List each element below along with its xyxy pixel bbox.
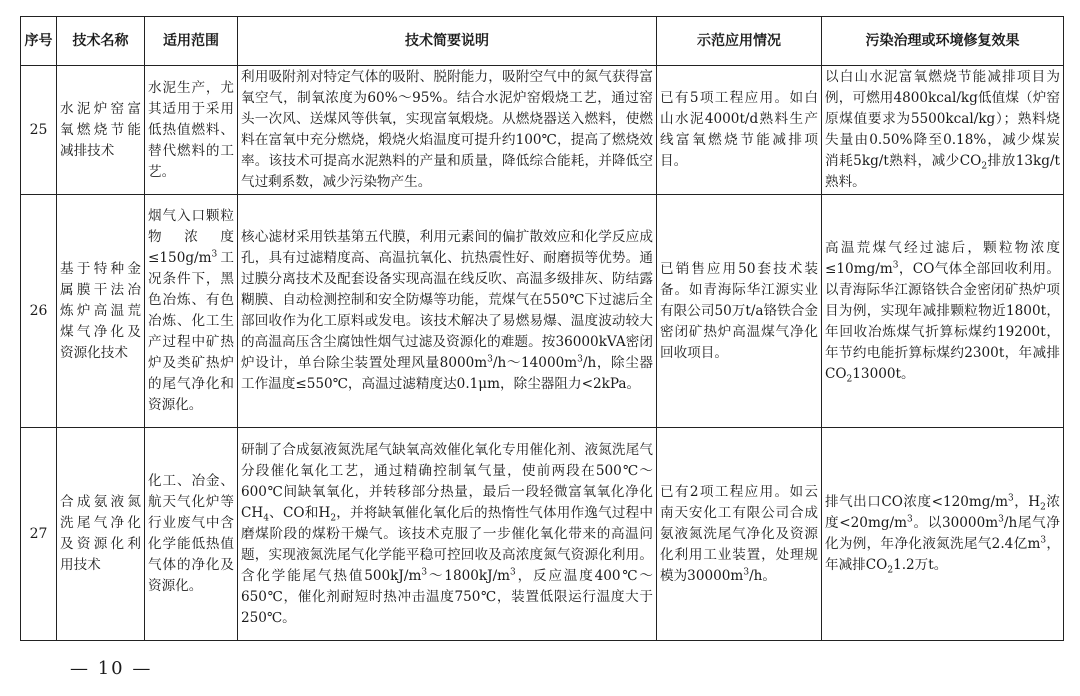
header-scope: 适用范围 bbox=[145, 17, 238, 66]
row-effect: 排气出口CO浓度$<120mg/m^3$，$H_2$浓度$<20mg/m^3$。以$30000m^3/h$尾气净化为例，年净化液氮洗尾气2.4亿$m^3$，年减排$CO_21.2$万t。 bbox=[822, 428, 1064, 641]
row-effect: 以白山水泥富氧燃烧节能减排项目为例，可燃用4800kcal/kg低值煤（炉窑原煤值要求为5500kcal/kg）；熟料烧失量由0.50%降至0.18%，减少煤炭消耗5kg/t熟料，减少$CO_2$排放13kg/t熟料。 bbox=[822, 66, 1064, 195]
page-number: — 10 — bbox=[70, 658, 153, 679]
row-demo: 已销售应用50套技术装备。如青海际华江源实业有限公司50万t/a铬铁合金密闭矿热炉高温煤气净化回收项目。 bbox=[657, 195, 822, 428]
header-demo: 示范应用情况 bbox=[657, 17, 822, 66]
row-desc: 研制了合成氨液氮洗尾气缺氧高效催化氧化专用催化剂、液氮洗尾气分段催化氧化工艺，通过精确控制氧气量，使前两段在500℃～600℃间缺氧氧化，并转移部分热量，最后一段轻微富氧氧化净化$CH_4$、CO和$H_2$，并将缺氧催化氧化后的热惰性气体用作逸气过程中磨煤阶段的煤粉干燥气。该技术克服了一步催化氧化带来的高温问题，实现液氮洗尾气化学能平稳可控回收及高浓度氮气资源化利用。含化学能尾气热值$500kJ/m^3\sim 1800kJ/m^3$，反应温度400℃～650℃，催化剂耐短时热冲击温度750℃，装置低限运行温度大于250℃。 bbox=[238, 428, 657, 641]
header-seq: 序号 bbox=[21, 17, 57, 66]
row-seq: 27 bbox=[21, 428, 57, 641]
technology-table bbox=[20, 16, 1064, 641]
row-scope: 水泥生产，尤其适用于采用低热值燃料、替代燃料的工艺。 bbox=[145, 66, 238, 195]
table-header-row bbox=[21, 17, 1064, 66]
header-desc: 技术简要说明 bbox=[238, 17, 657, 66]
row-demo: 已有5项工程应用。如白山水泥4000t/d熟料生产线富氧燃烧节能减排项目。 bbox=[657, 66, 822, 195]
row-scope: 烟气入口颗粒物浓度$\le 150g/m^3$工况条件下，黑色冶炼、有色冶炼、化工生产过程中矿热炉及类矿热炉的尾气净化和资源化。 bbox=[145, 195, 238, 428]
header-name: 技术名称 bbox=[57, 17, 145, 66]
row-scope: 化工、冶金、航天气化炉等行业废气中含化学能低热值气体的净化及资源化。 bbox=[145, 428, 238, 641]
row-effect: 高温荒煤气经过滤后，颗粒物浓度$\le 10mg/m^3$，CO气体全部回收利用。以青海际华江源铬铁合金密闭矿热炉项目为例，实现年减排颗粒物近1800t，年回收冶炼煤气折算标煤约19200t，年节约电能折算标煤约2300t，年减排$CO_213000t$。 bbox=[822, 195, 1064, 428]
row-name: 水泥炉窑富氧燃烧节能减排技术 bbox=[57, 66, 145, 195]
row-seq: 26 bbox=[21, 195, 57, 428]
table-row bbox=[21, 66, 1064, 195]
header-effect: 污染治理或环境修复效果 bbox=[822, 17, 1064, 66]
row-name: 基于特种金属膜干法冶炼炉高温荒煤气净化及资源化技术 bbox=[57, 195, 145, 428]
row-seq: 25 bbox=[21, 66, 57, 195]
row-name: 合成氨液氮洗尾气净化及资源化利用技术 bbox=[57, 428, 145, 641]
row-demo: 已有2项工程应用。如云南天安化工有限公司合成氨液氮洗尾气净化及资源化利用工业装置，处理规模为$30000m^3/h$。 bbox=[657, 428, 822, 641]
table-row bbox=[21, 428, 1064, 641]
row-desc: 核心滤材采用铁基第五代膜，利用元素间的偏扩散效应和化学反应成孔，具有过滤精度高、高温抗氧化、抗热震性好、耐磨损等优势。通过膜分离技术及配套设备实现高温在线反吹、高温多级排灰、防结露糊膜、自动检测控制和安全防爆等功能，荒煤气在550℃下过滤后全部回收作为化工原料或发电。该技术解决了易燃易爆、温度波动较大的高温高压含尘腐蚀性烟气过滤及资源化的难题。按36000kVA密闭炉设计，单台除尘装置处理风量$8000m^3/h\sim 14000m^3/h$，除尘器工作温度≤550℃，高温过滤精度达0.1μm，除尘器阻力<2kPa。 bbox=[238, 195, 657, 428]
row-desc: 利用吸附剂对特定气体的吸附、脱附能力，吸附空气中的氮气获得富氧空气，制氧浓度为60%～95%。结合水泥炉窑煅烧工艺，通过窑头一次风、送煤风等供氧，实现富氧煅烧。从燃烧器送入燃料，使燃料在富氧中充分燃烧，煅烧火焰温度可提升约100℃，提高了燃烧效率。该技术可提高水泥熟料的产量和质量，降低综合能耗，并降低空气过剩系数，减少污染物产生。 bbox=[238, 66, 657, 195]
table-row bbox=[21, 195, 1064, 428]
